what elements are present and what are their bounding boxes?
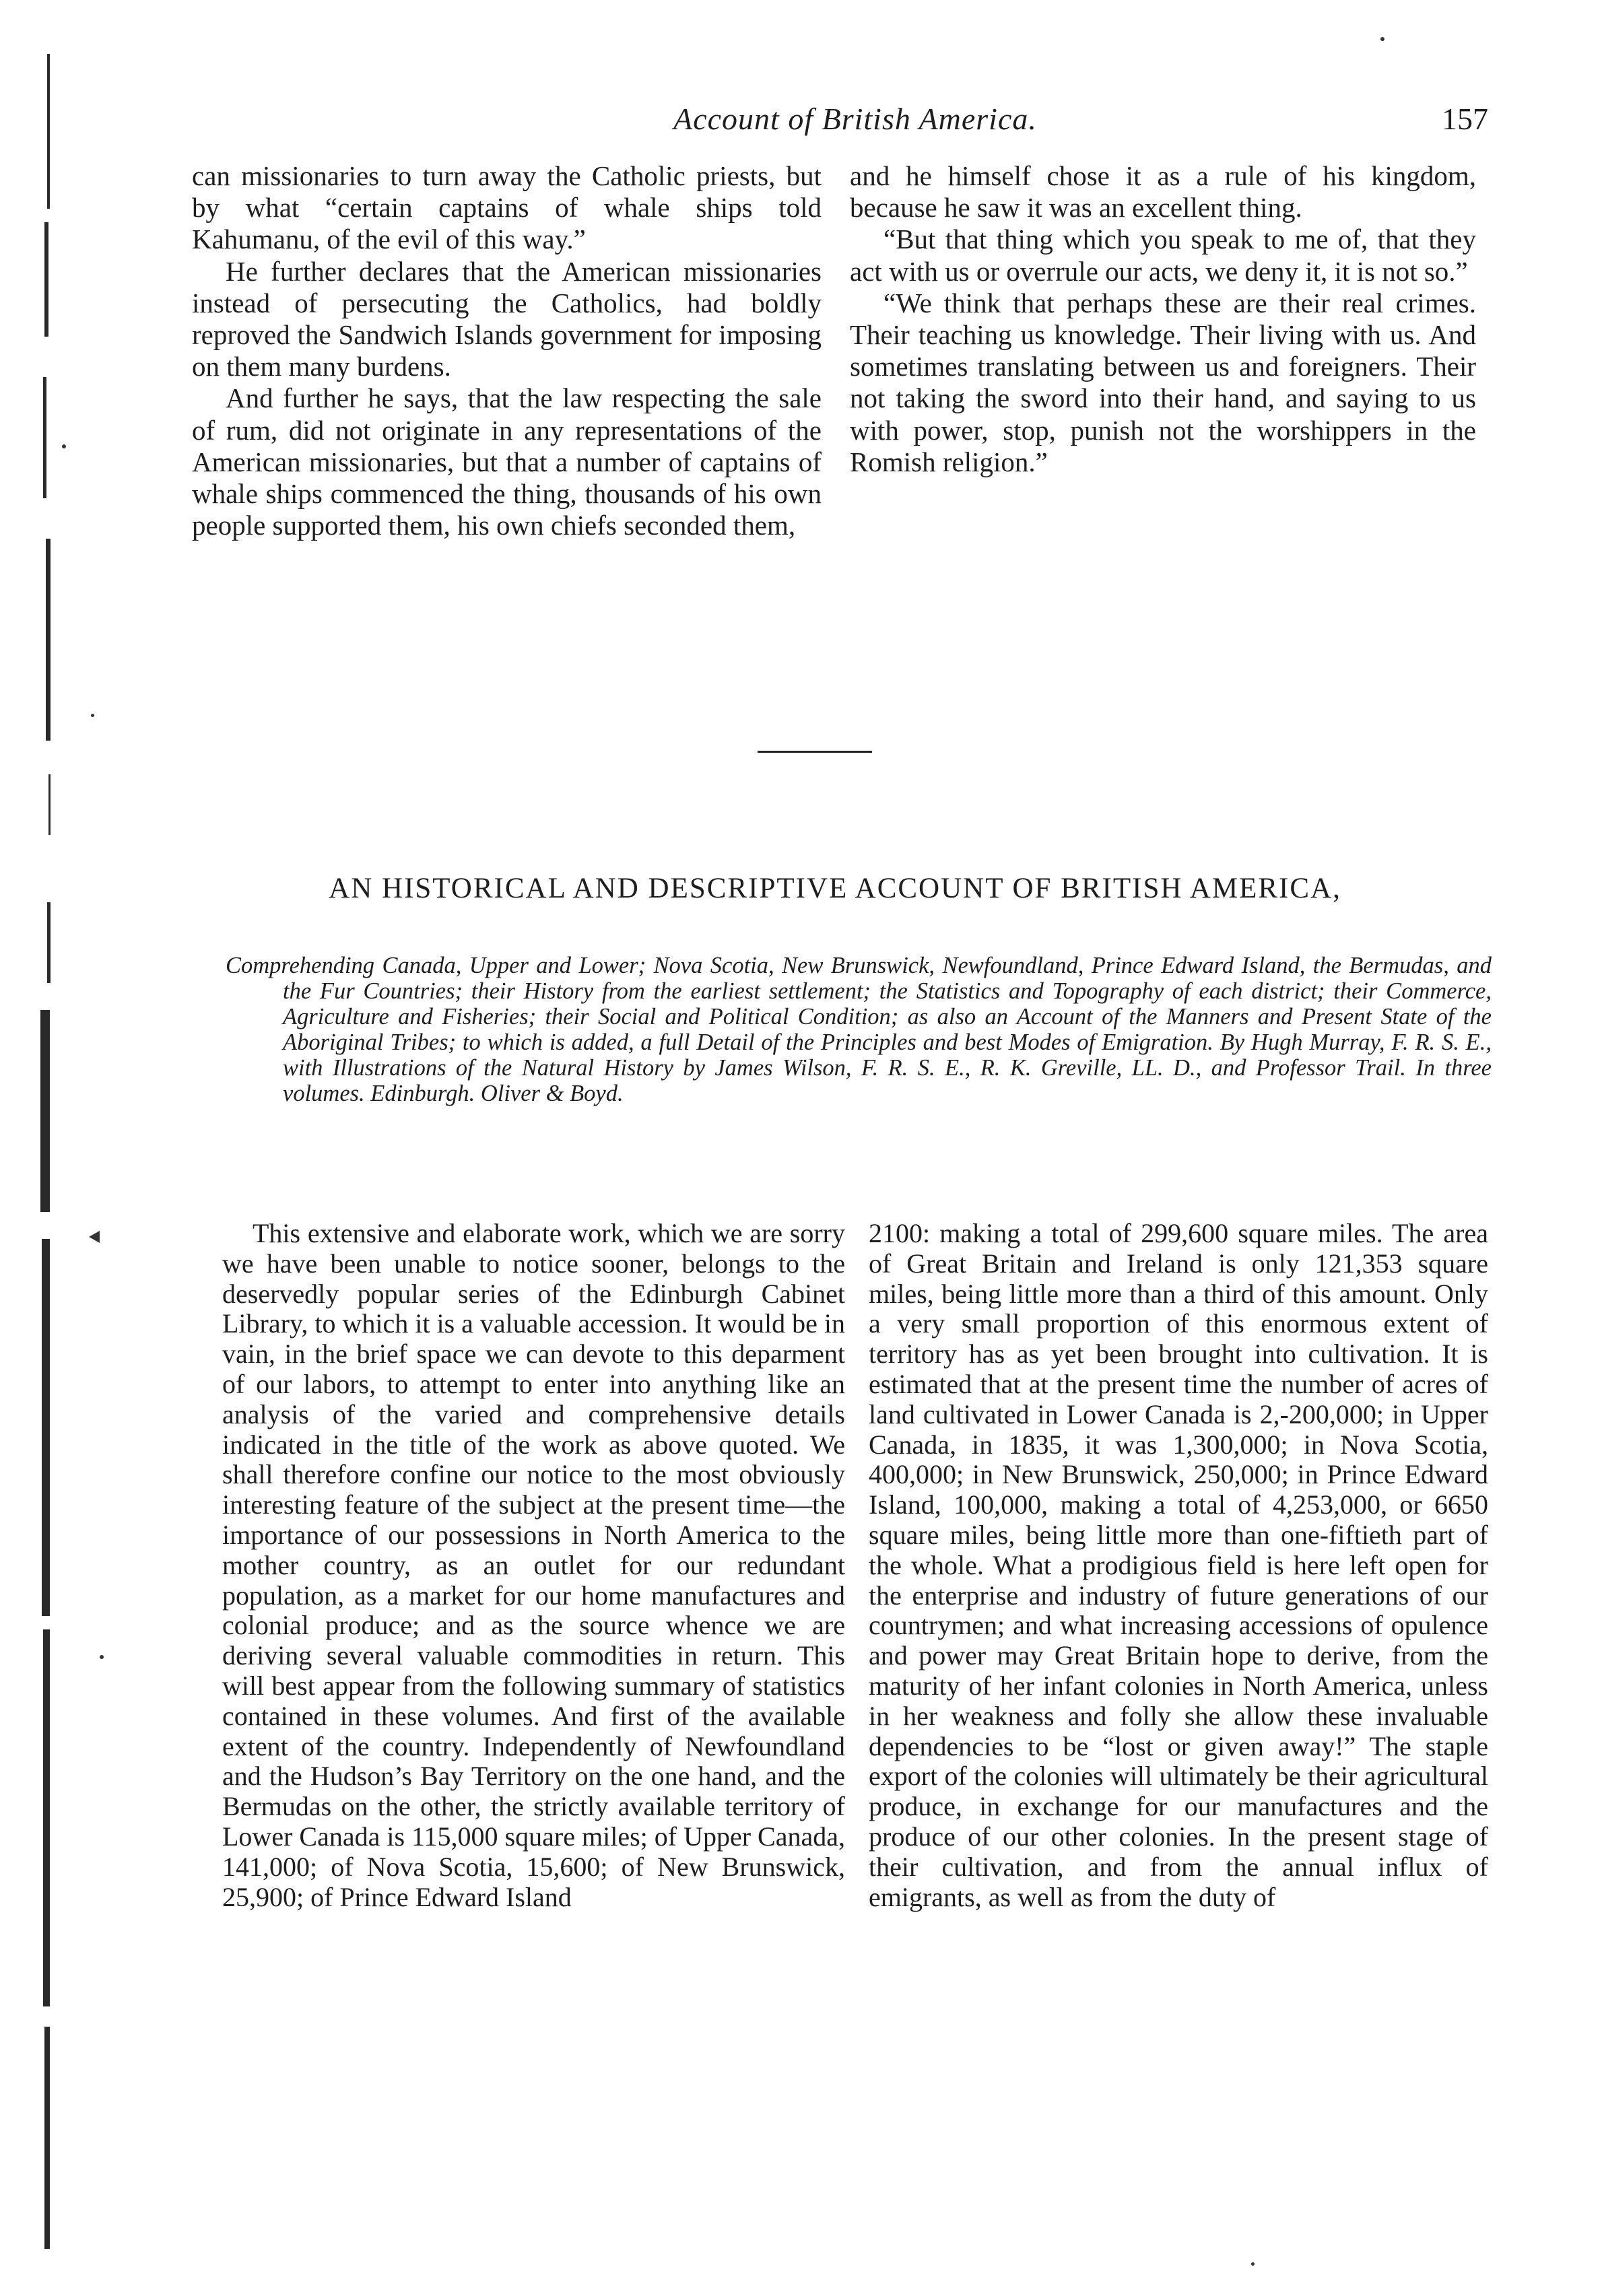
top-left-column bbox=[192, 160, 822, 541]
margin-arrow bbox=[89, 1231, 100, 1243]
scan-edge-marks bbox=[0, 0, 101, 2296]
body-left-column bbox=[222, 1219, 845, 1912]
top-right-column bbox=[850, 160, 1476, 478]
stray-dot bbox=[1251, 2262, 1255, 2266]
section-divider bbox=[758, 751, 872, 753]
stray-dot bbox=[62, 444, 66, 448]
paragraph: He further declares that the American missionaries instead of persecuting the Catholics, had boldly reproved the Sandwich Islands government for imposing on them many burdens. bbox=[192, 255, 822, 382]
stray-dot bbox=[1380, 37, 1384, 41]
paragraph: 2100: making a total of 299,600 square miles. The area of Great Britain and Ireland is only 121,353 square miles, being little more than a third of this amount. Only a very small proportion of this enormous extent of territory has as yet been brought into cultivation. It is estimated that at the present time the number of acres of land cultivated in Lower Canada is 2,-200,000; in Upper Canada, in 1835, it was 1,300,000; in Nova Scotia, 400,000; in New Brunswick, 250,000; in Prince Edward Island, 100,000, making a total of 4,253,000, or 6650 square miles, being little more than one-fiftieth part of the whole. What a prodigious field is here left open for the enterprise and industry of future generations of our countrymen; and what increasing accessions of opulence and power may Great Britain hope to derive, from the maturity of her infant colonies in North America, unless in her weakness and folly she allow these invaluable dependencies to be “lost or given away!” The staple export of the colonies will ultimately be their agricultural produce, in exchange for our manufactures and the produce of our other colonies. In the present stage of their cultivation, and from the annual influx of emigrants, as well as from the duty of bbox=[869, 1218, 1488, 1912]
running-head bbox=[222, 101, 1488, 148]
body-right-column bbox=[869, 1219, 1488, 1912]
stray-dot bbox=[100, 1655, 104, 1659]
paragraph: And further he says, that the law respecting the sale of rum, did not originate in any representations of the American missionaries, but that a number of captains of whale ships commenced the thing, thousands of his own people supported them, his own chiefs seconded them, bbox=[192, 382, 822, 541]
stray-dot bbox=[91, 714, 94, 717]
paragraph: and he himself chose it as a rule of his kingdom, because he saw it was an excellent thing. bbox=[850, 160, 1476, 224]
article-subtitle bbox=[226, 953, 1492, 1106]
page-number: 157 bbox=[1442, 102, 1488, 136]
paragraph: “But that thing which you speak to me of, that they act with us or overrule our acts, we deny it, it is not so.” bbox=[850, 224, 1476, 287]
subtitle-text: Comprehending Canada, Upper and Lower; Nova Scotia, New Brunswick, Newfoundland, Prince Edward Island, the Bermudas, and the Fur Countries; their History from the earliest settlement; the Statistics and Topography of each district; their Commerce, Agriculture and Fisheries; their Social and Political Condition; as also an Account of the Manners and Present State of the Aboriginal Tribes; to which is added, a full Detail of the Principles and best Modes of Emigration. By Hugh Murray, F. R. S. E., with Illustrations of the Natural History by James Wilson, F. R. S. E., R. K. Greville, LL. D., and Professor Trail. In three volumes. Edinburgh. Oliver & Boyd. bbox=[226, 953, 1492, 1106]
article-title: AN HISTORICAL AND DESCRIPTIVE ACCOUNT OF BRITISH AMERICA, bbox=[329, 873, 1341, 904]
paragraph: This extensive and elaborate work, which we are sorry we have been unable to notice sooner, belongs to the deservedly popular series of the Edinburgh Cabinet Library, to which it is a valuable accession. It would be in vain, in the brief space we can devote to this deparment of our labors, to attempt to enter into anything like an analysis of the varied and comprehensive details indicated in the title of the work as above quoted. We shall therefore confine our notice to the most obviously interesting feature of the subject at the present time—the importance of our possessions in North America to the mother country, as an outlet for our redundant population, as a market for our home manufactures and colonial produce; and as the source whence we are deriving several valuable commodities in return. This will best appear from the following summary of statistics contained in these volumes. And first of the available extent of the country. Independently of Newfoundland and the Hudson’s Bay Territory on the one hand, and the Bermudas on the other, the strictly available territory of Lower Canada is 115,000 square miles; of Upper Canada, 141,000; of Nova Scotia, 15,600; of New Brunswick, 25,900; of Prince Edward Island bbox=[222, 1218, 845, 1912]
paragraph: “We think that perhaps these are their real crimes. Their teaching us knowledge. Their living with us. And sometimes translating between us and foreigners. Their not taking the sword into their hand, and saying to us with power, stop, punish not the worshippers in the Romish religion.” bbox=[850, 287, 1476, 477]
paragraph: can missionaries to turn away the Catholic priests, but by what “certain captains of whale ships told Kahumanu, of the evil of this way.” bbox=[192, 160, 822, 255]
running-title: Account of British America. bbox=[673, 102, 1037, 136]
